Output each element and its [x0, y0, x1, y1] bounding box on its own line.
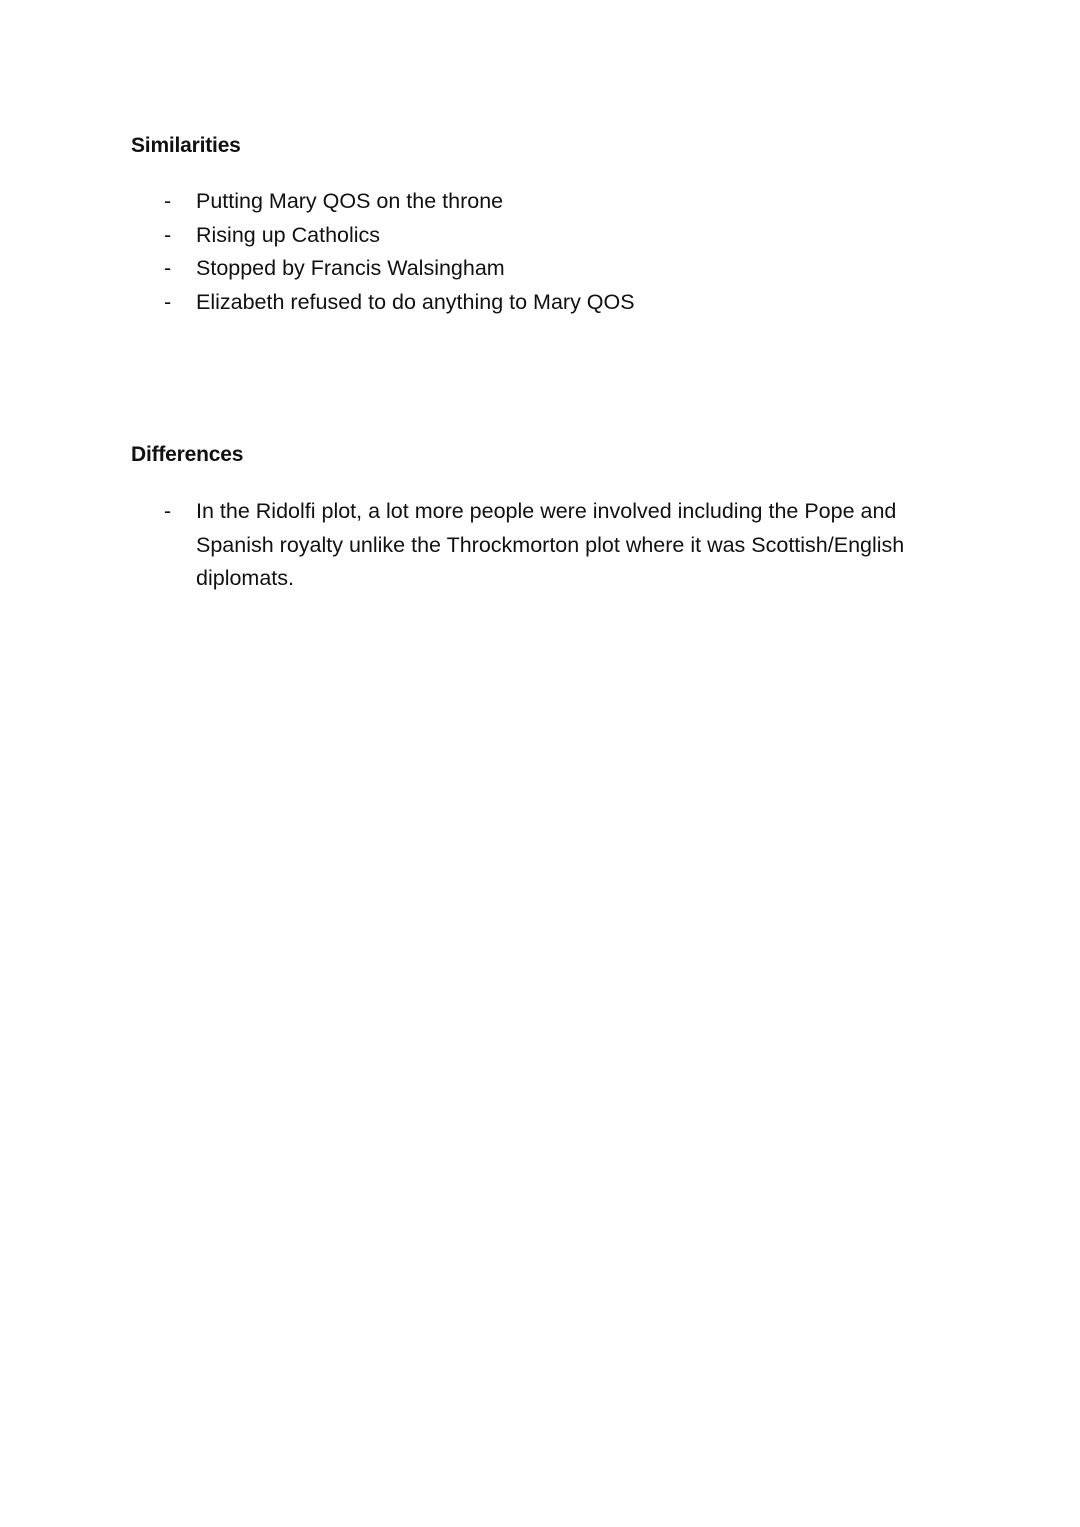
list-item-text: Stopped by Francis Walsingham	[196, 256, 505, 280]
list-item-text: Rising up Catholics	[196, 222, 381, 247]
list-item-text: In the Ridolfi plot, a lot more people were involved including the Pope and Spanish royalty unlike the Throckmorton plot where it was Scottish/English diplomats.	[196, 499, 905, 590]
bullet-dash: -	[164, 289, 172, 314]
list-item	[0, 286, 936, 320]
bullet-dash: -	[164, 256, 172, 280]
list-item-text: Elizabeth refused to do anything to Mary QOS	[196, 289, 635, 314]
bullet-dash: -	[164, 189, 172, 213]
similarities-heading: Similarities	[131, 134, 241, 157]
differences-list	[0, 495, 1080, 596]
list-item-text: Putting Mary QOS on the throne	[196, 189, 504, 213]
bullet-dash: -	[164, 222, 172, 247]
list-item	[0, 185, 936, 219]
differences-heading: Differences	[131, 443, 244, 466]
list-item	[0, 219, 936, 253]
bullet-dash: -	[164, 499, 172, 523]
similarities-list	[0, 185, 1080, 319]
list-item	[0, 252, 936, 286]
list-item	[0, 495, 936, 596]
